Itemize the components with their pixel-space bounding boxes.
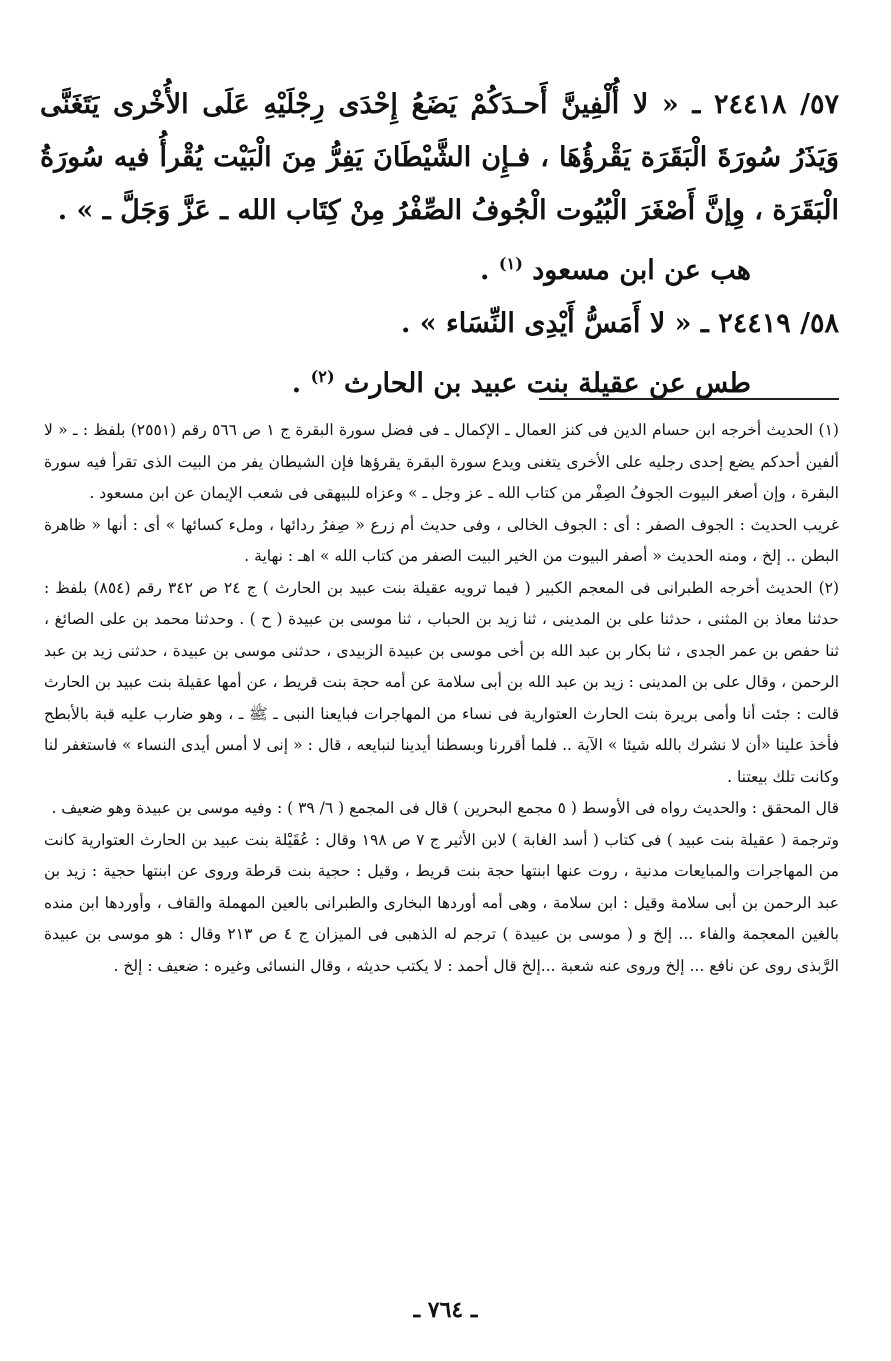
main-text — [40, 78, 839, 410]
period: . — [480, 255, 490, 286]
period: . — [291, 368, 302, 399]
footnote-2-editor-note: قال المحقق : والحديث رواه فى الأوسط ( ٥ مجمع البحرين ) قال فى المجمع ( ٦/ ٣٩ ) : وفيه موسى بن عبيدة وهو ضعيف . — [51, 799, 839, 817]
hadith-57-source-text: هب عن ابن مسعود — [532, 255, 751, 286]
footnote-ref-1: (١) — [498, 254, 523, 273]
hadith-58: ٥٨/ ٢٤٤١٩ ـ « لا أَمَسُّ أَيْدِى النِّسَاء » . — [400, 308, 839, 339]
footnote-2: (٢) الحديث أخرجه الطبرانى فى المعجم الكبير ( فيما ترويه عقيلة بنت عبيد بن الحارث ) ج ٢٤ ص ٣٤٢ رقم (٨٥٤) بلفظ : حدثنا معاذ بن المثنى ، حدثنا على بن المدينى ، ثنا زيد بن الحباب ، ثنا موسى بن عبيدة ( ح ) . وحدثنا محمد بن على الصائغ ، ثنا حفص بن عمر الجدى ، ثنا بكار بن عبد الله بن أخى موسى بن عبيدة الزبيدى ، حدثنى موسى بن عبيدة ، حدثنى زيد بن عبد الرحمن ، وقال على بن المدينى : زيد بن عبد الله بن أبى سلامة عن أمه حجة بنت قريط ، عن أمها عقيلة بنت عبيد بن الحارث قالت : جئت أنا وأمى بريرة بنت الحارث العتوارية فى نساء من المهاجرات فبايعنا النبى ـ ﷺ ـ ، وهو ضارب عليه قبة بالأبطح فأخذ علينا «أن لا نشرك بالله شيئا » الآية .. فلما أقررنا وبسطنا أيدينا لنبايعه ، قال : « إنى لا أمس أيدى النساء » فاستغفر لنا وكانت تلك بيعتنا . — [44, 578, 840, 786]
footnotes — [44, 415, 839, 982]
footnote-1-gloss: غريب الحديث : الجوف الصفر : أى : الجوف الخالى ، وفى حديث أم زرع « صِفرُ ردائها ، وملء كسائها » أى : أنها « ظاهرة البطن .. إلخ ، ومنه الحديث « أصفر البيوت من الخير البيت الصفر من كتاب الله » اهـ : نهاية . — [44, 515, 839, 565]
footnote-1: (١) الحديث أخرجه ابن حسام الدين فى كنز العمال ـ الإكمال ـ فى فضل سورة البقرة ج ١ ص ٥٦٦ رقم (٢٥٥١) بلفظ : ـ « لا ألفين أحدكم يضع إحدى رجليه على الأخرى يتغنى ويدع سورة البقرة يقرؤها فإن الشيطان يفر من البيت الذى تقرأ فيه سورة البقرة ، وإن أصغر البيوت الجوفُ الصِفْر من كتاب الله ـ عز وجل ـ » وعزاه للبيهقى فى شعب الإيمان عن ابن مسعود . — [44, 421, 839, 502]
hadith-58-source-text: طس عن عقيلة بنت عبيد بن الحارث — [344, 368, 751, 399]
hadith-57-source — [40, 237, 839, 297]
footnote-ref-2: (٢) — [310, 367, 335, 386]
footnote-2-biography: وترجمة ( عقيلة بنت عبيد ) فى كتاب ( أسد الغابة ) لابن الأثير ج ٧ ص ١٩٨ وقال : عُقَيْلة بنت عبيد بن الحارث العتوارية كانت من المهاجرات والمبايعات مدنية ، روت عنها ابنتها حجة بنت قريط ، وقيل : حجية بنت قرطة وروى عن ابنتها حجية : زيد بن عبد الرحمن بن أبى سلامة وقيل : ابن سلامة ، وهى أمه أوردها البخارى والطبرانى بالعين المهملة والقاف ، وأوردها ابن منده بالغين المعجمة والفاء ... إلخ و ( موسى بن عبيدة ) ترجم له الذهبى فى الميزان ج ٤ ص ٢١٣ وقال : هو موسى بن عبيدة الرَّبذى روى عن نافع ... إلخ وروى عنه شعبة ...إلخ قال أحمد : لا يكتب حديثه ، وقال النسائى وغيره : ضعيف : إلخ . — [44, 830, 840, 975]
page-number: ـ ٧٦٤ ـ — [413, 1297, 478, 1323]
footnote-divider — [539, 398, 839, 400]
hadith-58-source — [40, 350, 839, 410]
hadith-57: ٥٧/ ٢٤٤١٨ ـ « لا أُلْفِينَّ أَحـدَكُمْ يَضَعُ إِحْدَى رِجْلَيْهِ عَلَى الأُخْرى يَتَغَنَّى وَيَذَرُ سُورَةَ الْبَقَرَة يَقْرؤُهَا ، فـإِن الشَّيْطَانَ يَفِرُّ مِنَ الْبَيْت يُقْرأُ فيه سُورَةُ الْبَقَرَة ، وِإنَّ أَصْغَرَ الْبُيُوت الْجُوفُ الصِّفْرُ مِنْ كِتَاب الله ـ عَزَّ وَجَلَّ ـ » . — [40, 89, 839, 226]
